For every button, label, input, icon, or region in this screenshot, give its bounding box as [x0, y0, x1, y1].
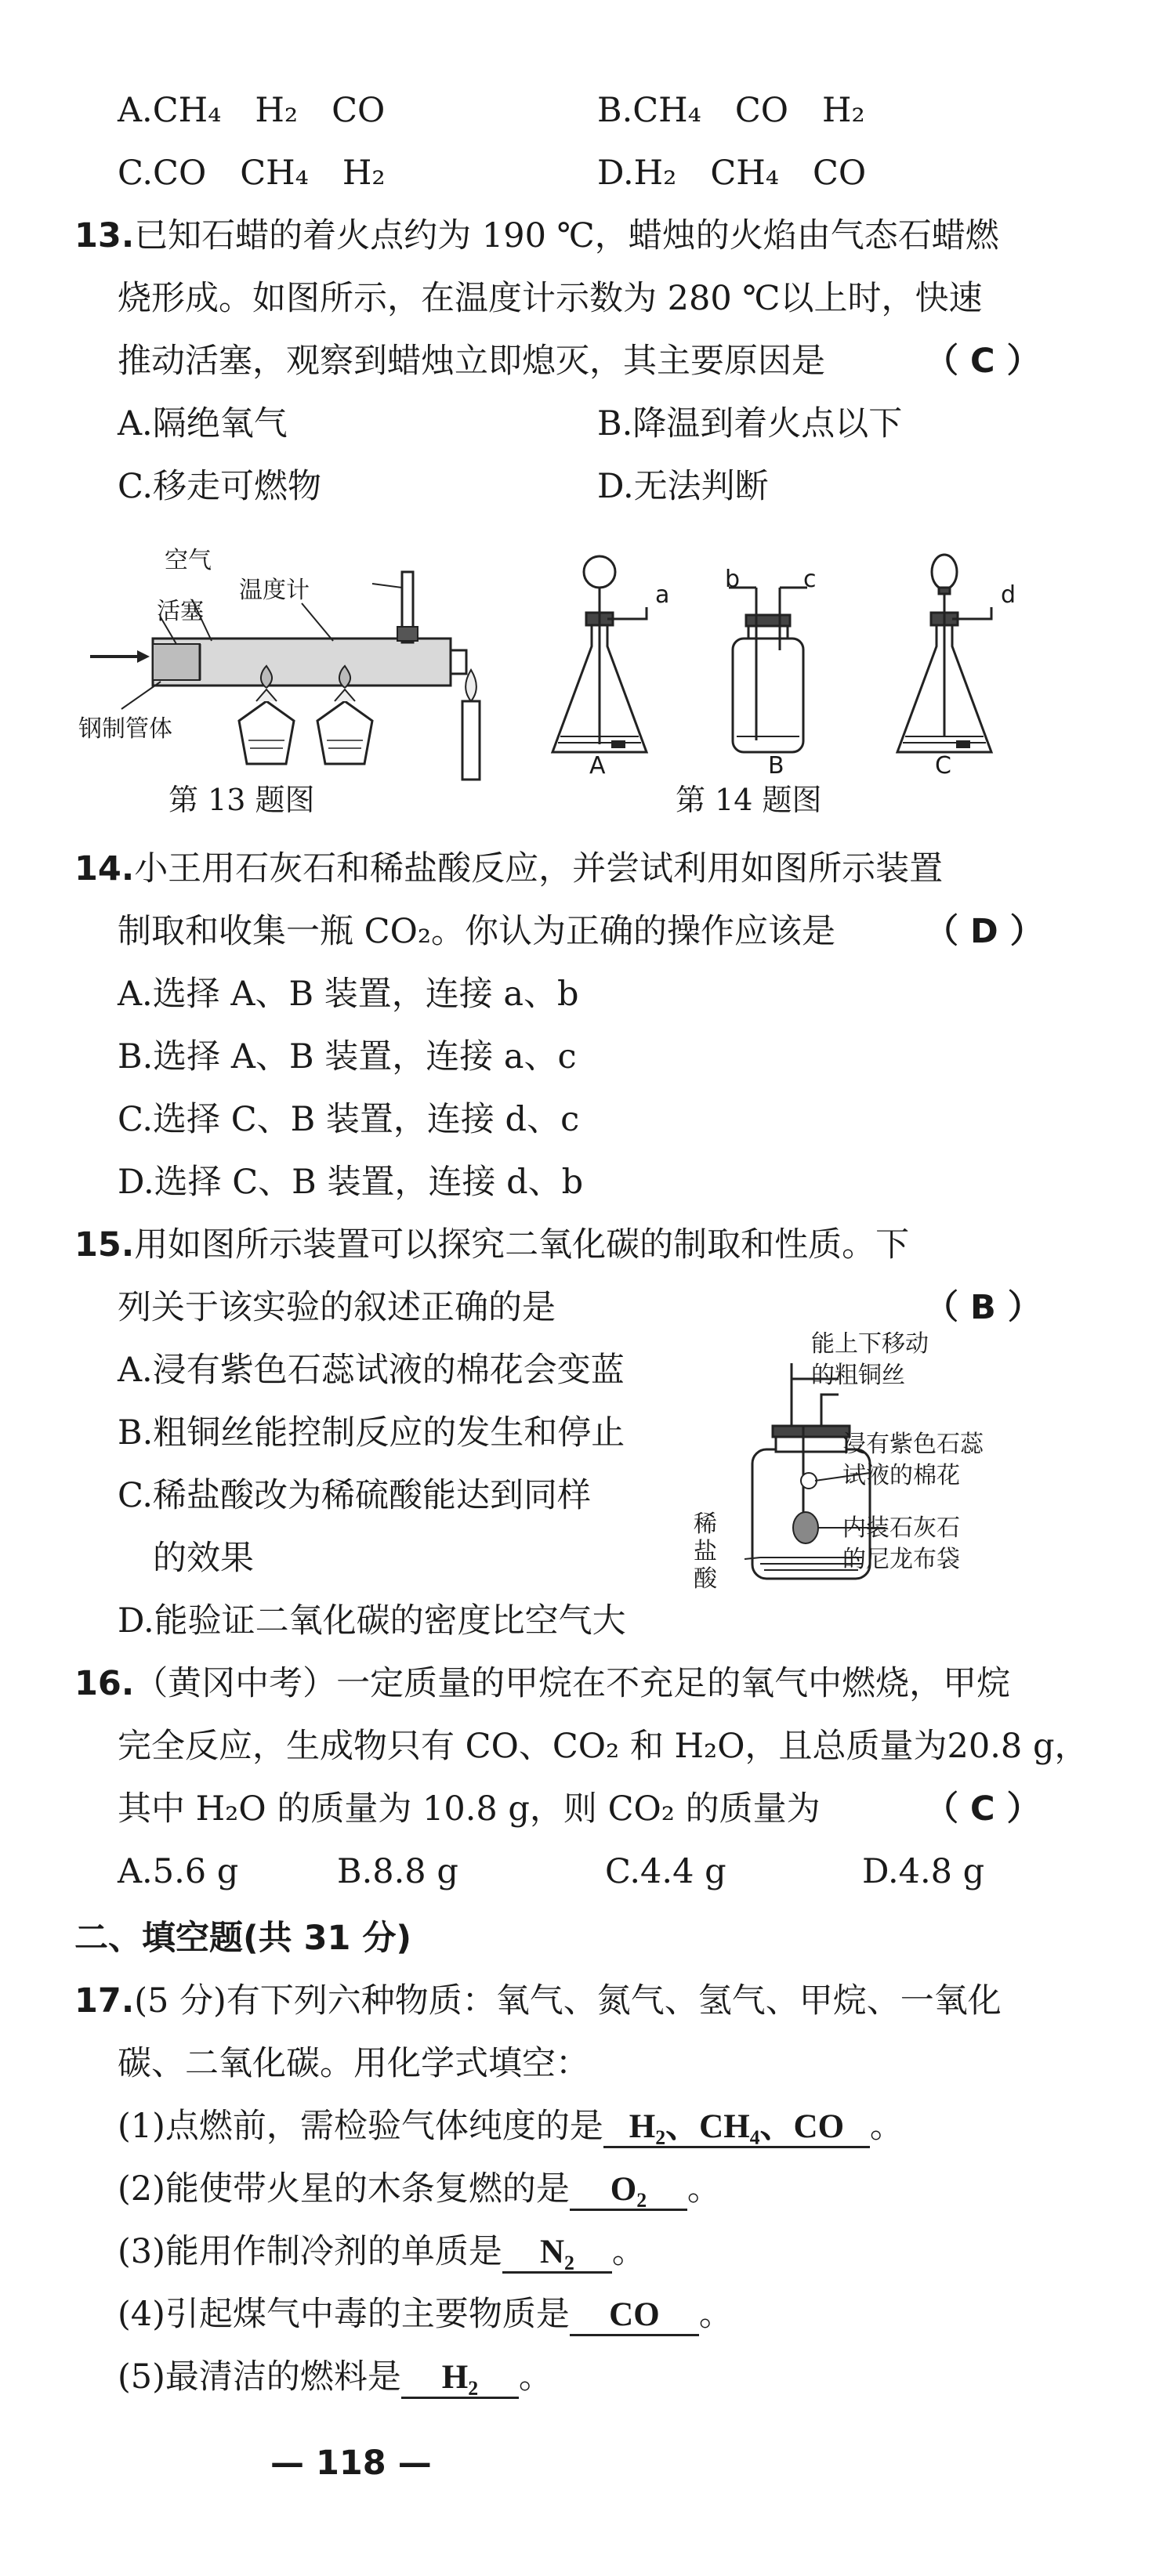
q17-line2: 碳、二氧化碳。用化学式填空： [118, 2044, 589, 2083]
q15-line1: 15.用如图所示装置可以探究二氧化碳的制取和性质。下 [74, 1225, 910, 1264]
q16-option-c: C.4.4 g [605, 1852, 726, 1891]
q17-sub4: (4)引起煤气中毒的主要物质是 CO 。 [118, 2292, 733, 2337]
q15-option-a: A.浸有紫色石蕊试液的棉花会变蓝 [118, 1351, 625, 1390]
q17-sub5: (5)最清洁的燃料是 H₂ 。 [118, 2354, 553, 2400]
fig14-label-C: C [935, 752, 951, 780]
fig14-caption: 第 14 题图 [676, 783, 822, 817]
q15-option-d: D.能验证二氧化碳的密度比空气大 [118, 1601, 626, 1641]
q15-option-c-line2: 的效果 [153, 1539, 254, 1578]
q16-answer: （ C ） [925, 1789, 1041, 1829]
fig15-label-wire-1: 能上下移动 [811, 1330, 929, 1358]
q13-line2: 烧形成。如图所示，在温度计示数为 280 ℃以上时，快速 [118, 279, 983, 318]
fig13-caption: 第 13 题图 [168, 783, 315, 817]
q14-option-b: B.选择 A、B 装置，连接 a、c [118, 1037, 577, 1076]
section-2-title: 二、填空题(共 31 分) [74, 1919, 412, 1958]
q13-number: 13. [74, 216, 135, 255]
q15-option-c-line1: C.稀盐酸改为稀硫酸能达到同样 [118, 1476, 592, 1515]
q13-option-b: B.降温到着火点以下 [597, 404, 903, 443]
q14-answer: （ D ） [925, 912, 1044, 951]
q14-line2: 制取和收集一瓶 CO₂。你认为正确的操作应该是 [118, 912, 836, 951]
q17-sub3-answer-blank: N₂ [502, 2234, 612, 2274]
q14-line1: 14.小王用石灰石和稀盐酸反应，并尝试利用如图所示装置 [74, 849, 944, 888]
q17-sub1: (1)点燃前，需检验气体纯度的是 H₂、CH₄、CO 。 [118, 2104, 904, 2149]
q14-option-c: C.选择 C、B 装置，连接 d、c [118, 1100, 580, 1139]
fig15-label-cotton-2: 试液的棉花 [842, 1462, 960, 1489]
q17-number: 17. [74, 1981, 135, 2021]
fig13-label-piston: 活塞 [157, 598, 204, 625]
q12-option-a: A.CH₄ H₂ CO [118, 91, 386, 130]
fig13-label-thermometer: 温度计 [239, 577, 310, 604]
q14-number: 14. [74, 849, 135, 888]
fig14-label-d: d [1001, 581, 1016, 609]
q16-line1: 16.（黄冈中考）一定质量的甲烷在不充足的氧气中燃烧，甲烷 [74, 1664, 1011, 1703]
q12-option-d: D.H₂ CH₄ CO [597, 154, 867, 193]
q16-option-a: A.5.6 g [118, 1852, 239, 1891]
q14-option-d: D.选择 C、B 装置，连接 d、b [118, 1163, 584, 1202]
q17-line1: 17.(5 分)有下列六种物质：氧气、氮气、氢气、甲烷、一氧化 [74, 1981, 1002, 2021]
fig15-label-acid-2: 盐 [694, 1538, 717, 1565]
q13-answer: （ C ） [925, 342, 1041, 381]
q17-sub2-answer-blank: O₂ [570, 2171, 687, 2211]
q16-option-b: B.8.8 g [337, 1852, 458, 1891]
q14-option-a: A.选择 A、B 装置，连接 a、b [118, 975, 579, 1014]
q12-option-c: C.CO CH₄ H₂ [118, 154, 386, 193]
fig13-label-air: 空气 [165, 547, 212, 574]
fig15-label-bag-1: 内装石灰石 [842, 1514, 960, 1542]
fig13-label-tube: 钢制管体 [78, 715, 172, 743]
q16-option-d: D.4.8 g [862, 1852, 985, 1891]
q12-option-b: B.CH₄ CO H₂ [597, 91, 865, 130]
fig14-label-a: a [655, 581, 670, 609]
q13-option-a: A.隔绝氧气 [118, 404, 288, 443]
q13-line3: 推动活塞，观察到蜡烛立即熄灭，其主要原因是 [118, 342, 825, 381]
fig15-label-cotton-1: 浸有紫色石蕊 [842, 1431, 984, 1458]
page-number: — 118 — [270, 2444, 432, 2483]
fig14-label-b: b [725, 566, 741, 593]
fig15-label-bag-2: 的尼龙布袋 [842, 1546, 960, 1573]
q13-option-c: C.移走可燃物 [118, 467, 322, 506]
fig15-label-wire-2: 的粗铜丝 [811, 1362, 905, 1389]
fig15-label-acid-3: 酸 [694, 1565, 717, 1593]
q15-option-b: B.粗铜丝能控制反应的发生和停止 [118, 1413, 625, 1453]
q17-sub5-answer-blank: H₂ [401, 2359, 519, 2399]
q16-line2: 完全反应，生成物只有 CO、CO₂ 和 H₂O，且总质量为20.8 g， [118, 1727, 1089, 1766]
q17-sub1-answer-blank: H₂、CH₄、CO [603, 2108, 870, 2148]
q13-line1: 13.已知石蜡的着火点约为 190 ℃，蜡烛的火焰由气态石蜡燃 [74, 216, 999, 255]
figure-14-apparatus [517, 541, 1066, 776]
q16-line3: 其中 H₂O 的质量为 10.8 g，则 CO₂ 的质量为 [118, 1789, 821, 1829]
q15-line2: 列关于该实验的叙述正确的是 [118, 1288, 556, 1327]
q15-answer: （ B ） [925, 1288, 1042, 1327]
fig14-label-A: A [589, 752, 606, 780]
q16-number: 16. [74, 1664, 135, 1703]
fig15-label-acid-1: 稀 [694, 1511, 717, 1538]
q17-sub2: (2)能使带火星的木条复燃的是 O₂ 。 [118, 2166, 721, 2212]
q15-number: 15. [74, 1225, 135, 1264]
q13-option-d: D.无法判断 [597, 467, 769, 506]
q17-sub4-answer-blank: CO [570, 2296, 699, 2336]
fig14-label-B: B [768, 752, 784, 780]
fig14-label-c: c [803, 566, 817, 593]
q17-sub3: (3)能用作制冷剂的单质是 N₂ 。 [118, 2229, 646, 2274]
